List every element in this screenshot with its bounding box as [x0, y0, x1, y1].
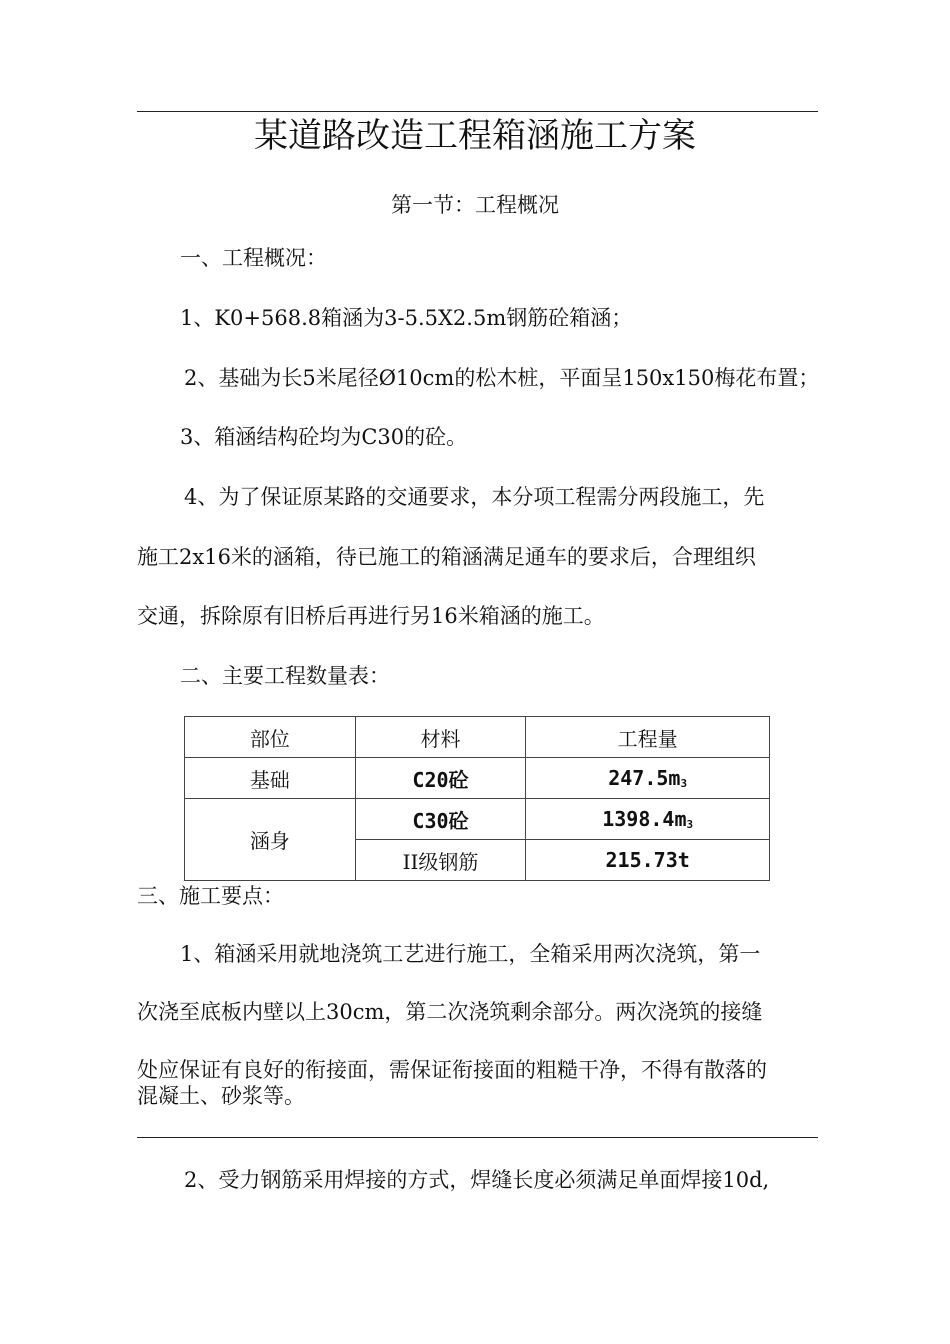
- table-header-row: [185, 717, 770, 758]
- cell-part: 基础: [185, 758, 356, 799]
- construction-heading: 三、施工要点：: [137, 884, 284, 908]
- amount-value: 1398.4m: [602, 807, 687, 831]
- cell-part: 涵身: [185, 799, 356, 881]
- header-material: 材料: [355, 717, 526, 758]
- construction-item-1-line-2: 次浇至底板内壁以上30cm，第二次浇筑剩余部分。两次浇筑的接缝: [137, 1000, 763, 1024]
- cell-material: II级钢筋: [355, 840, 526, 881]
- unit-superscript: 3: [680, 777, 688, 790]
- construction-item-1-line-4: 混凝土、砂浆等。: [137, 1084, 305, 1108]
- cell-material: C20砼: [355, 758, 526, 799]
- overview-item-1: 1、K0+568.8箱涵为3-5.5X2.5m钢筋砼箱涵；: [180, 306, 633, 330]
- header-amount: 工程量: [526, 717, 770, 758]
- quantities-heading: 二、主要工程数量表：: [180, 664, 390, 688]
- cell-amount: [526, 758, 770, 799]
- section-heading: 第一节：工程概况: [391, 193, 559, 217]
- overview-item-4-line-2: 施工2x16米的涵箱，待已施工的箱涵满足通车的要求后，合理组织: [137, 545, 756, 569]
- amount-value: 247.5m: [608, 766, 681, 790]
- header-part: 部位: [185, 717, 356, 758]
- construction-item-1-line-1: 1、箱涵采用就地浇筑工艺进行施工，全箱采用两次浇筑，第一: [180, 942, 761, 966]
- overview-item-2: 2、基础为长5米尾径Ø10cm的松木桩，平面呈150x150梅花布置；: [184, 366, 820, 390]
- overview-item-4-line-1: 4、为了保证原某路的交通要求，本分项工程需分两段施工，先: [184, 485, 765, 509]
- top-rule: [137, 111, 818, 112]
- table-row: [185, 758, 770, 799]
- page-break-rule: [137, 1137, 818, 1138]
- document-title: 某道路改造工程箱涵施工方案: [254, 116, 696, 156]
- cell-amount: [526, 799, 770, 840]
- construction-item-1-line-3: 处应保证有良好的衔接面，需保证衔接面的粗糙干净，不得有散落的: [137, 1058, 767, 1082]
- overview-item-3: 3、箱涵结构砼均为C30的砼。: [180, 425, 468, 449]
- quantities-table: [184, 716, 770, 881]
- table-row: [185, 799, 770, 840]
- construction-item-2-line-1: 2、受力钢筋采用焊接的方式，焊缝长度必须满足单面焊接10d,: [184, 1168, 770, 1192]
- unit-superscript: 3: [686, 818, 694, 831]
- cell-amount: 215.73t: [526, 840, 770, 881]
- cell-material: C30砼: [355, 799, 526, 840]
- overview-heading: 一、工程概况：: [180, 246, 327, 270]
- overview-item-4-line-3: 交通，拆除原有旧桥后再进行另16米箱涵的施工。: [137, 604, 605, 628]
